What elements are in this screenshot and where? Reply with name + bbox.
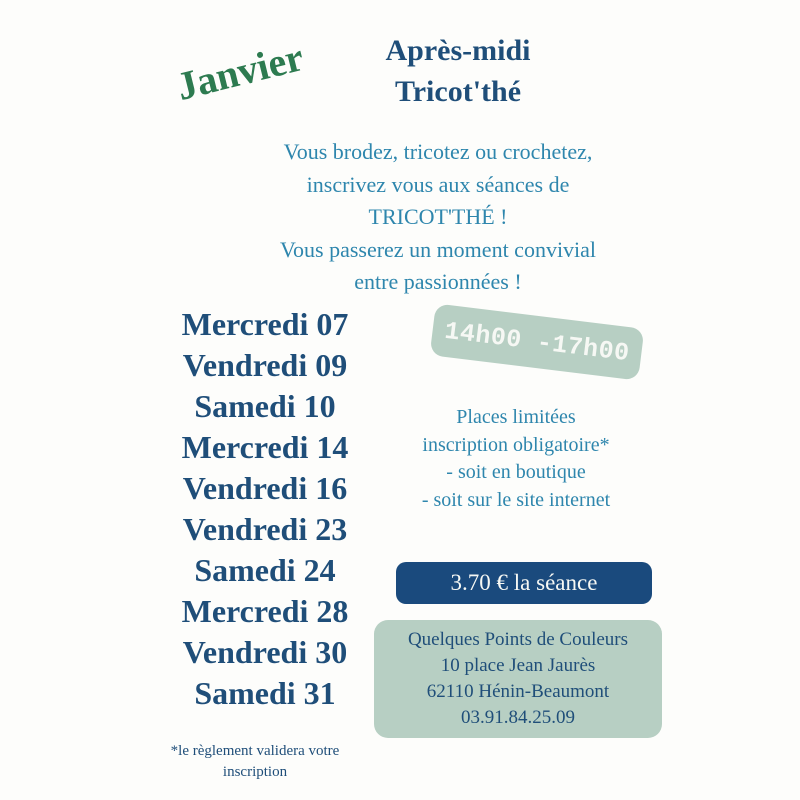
time-range-label: 14h00 -17h00: [442, 316, 632, 368]
contact-card: [374, 620, 662, 738]
intro-line: entre passionnées !: [354, 269, 522, 294]
footnote: [115, 741, 395, 783]
intro-line: Vous brodez, tricotez ou crochetez,: [283, 139, 593, 164]
date-item: Vendredi 09: [182, 347, 348, 383]
date-item: Mercredi 14: [181, 429, 349, 465]
intro-line: inscrivez vous aux séances de: [306, 171, 570, 197]
date-item: Samedi 10: [194, 388, 336, 424]
month-label: Janvier: [172, 34, 308, 109]
shop-name: Quelques Points de Couleurs: [407, 629, 629, 650]
registration-info: [355, 404, 677, 514]
date-item: Vendredi 23: [182, 511, 348, 547]
date-item: Samedi 24: [194, 552, 336, 588]
price-banner: [396, 562, 652, 604]
title-line-1: Après-midi: [385, 34, 531, 67]
intro-line: Vous passerez un moment convivial: [279, 236, 597, 262]
date-item: Samedi 31: [194, 675, 336, 711]
intro-line: TRICOT'THÉ !: [368, 204, 508, 229]
date-item: Vendredi 30: [182, 634, 348, 670]
time-badge: [430, 303, 645, 380]
registration-line: Places limitées: [456, 406, 576, 428]
registration-line: - soit en boutique: [446, 461, 586, 483]
address-line: 10 place Jean Jaurès: [440, 655, 596, 676]
footnote-line: inscription: [222, 764, 288, 780]
registration-line: inscription obligatoire*: [422, 433, 610, 456]
title-line-2: Tricot'thé: [394, 75, 522, 108]
date-item: Vendredi 16: [182, 470, 348, 506]
registration-line: - soit sur le site internet: [421, 488, 611, 511]
phone-number: 03.91.84.25.09: [461, 707, 575, 728]
page-title: [318, 30, 598, 112]
intro-text: [98, 136, 778, 299]
footnote-line: *le règlement validera votre: [170, 743, 340, 759]
date-item: Mercredi 28: [181, 593, 349, 629]
address-line: 62110 Hénin-Beaumont: [426, 681, 610, 702]
date-item: Mercredi 07: [181, 306, 349, 342]
price-label: 3.70 € la séance: [450, 570, 598, 595]
